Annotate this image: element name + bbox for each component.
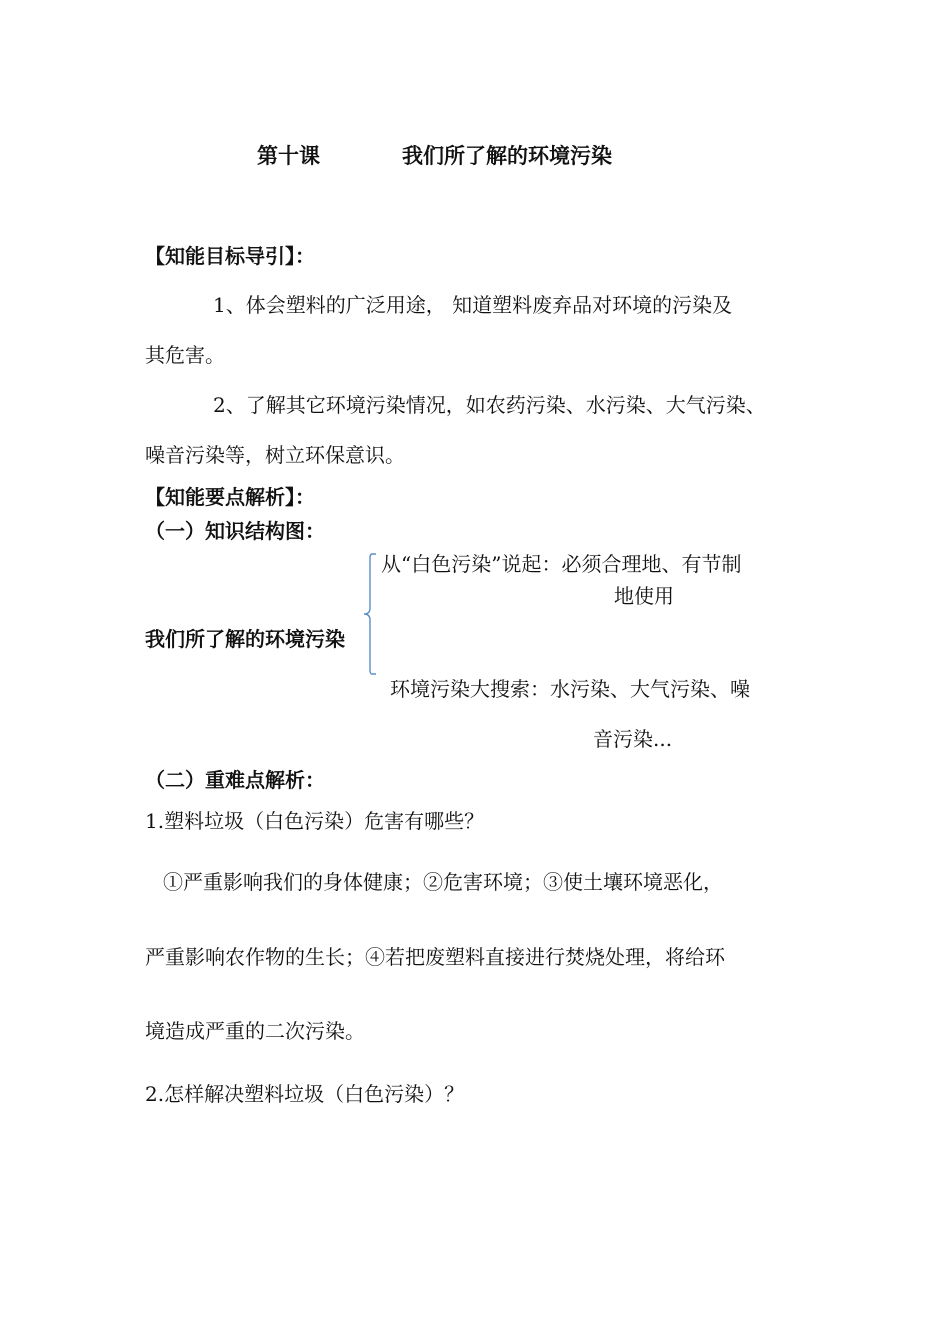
- diagram-branch-1-line-2: 地使用: [614, 584, 674, 608]
- goal-2-line-2: 噪音污染等，树立环保意识。: [145, 443, 405, 467]
- goal-1-line-1: 1、体会塑料的广泛用途， 知道塑料废弃品对环境的污染及: [213, 293, 733, 317]
- answer-1-line-1: ①严重影响我们的身体健康；②危害环境；③使土壤环境恶化，: [163, 870, 723, 894]
- answer-1-line-3: 境造成严重的二次污染。: [145, 1019, 365, 1043]
- question-1: 1.塑料垃圾（白色污染）危害有哪些？: [145, 809, 485, 833]
- diagram-branch-2-line-1: 环境污染大搜索：水污染、大气污染、噪: [390, 677, 750, 701]
- diagram-brace: [362, 552, 378, 676]
- answer-1-line-2: 严重影响农作物的生长；④若把废塑料直接进行焚烧处理，将给环: [145, 945, 725, 969]
- lesson-number: 第十课: [257, 144, 320, 168]
- goal-1-line-2: 其危害。: [145, 343, 225, 367]
- diagram-branch-1-line-1: 从“白色污染”说起：必须合理地、有节制: [381, 552, 742, 576]
- diagram-branch-2-line-2: 音污染...: [593, 727, 673, 751]
- subheading-key-points: （二）重难点解析：: [145, 768, 325, 792]
- section-heading-goals: 【知能目标导引】：: [145, 244, 315, 268]
- lesson-title: 我们所了解的环境污染: [402, 144, 612, 168]
- diagram-root: 我们所了解的环境污染: [145, 627, 345, 651]
- subheading-structure: （一）知识结构图：: [145, 519, 325, 543]
- question-2: 2.怎样解决塑料垃圾（白色污染）？: [145, 1082, 465, 1106]
- section-heading-analysis: 【知能要点解析】：: [145, 485, 315, 509]
- goal-2-line-1: 2、了解其它环境污染情况，如农药污染、水污染、大气污染、: [213, 393, 766, 417]
